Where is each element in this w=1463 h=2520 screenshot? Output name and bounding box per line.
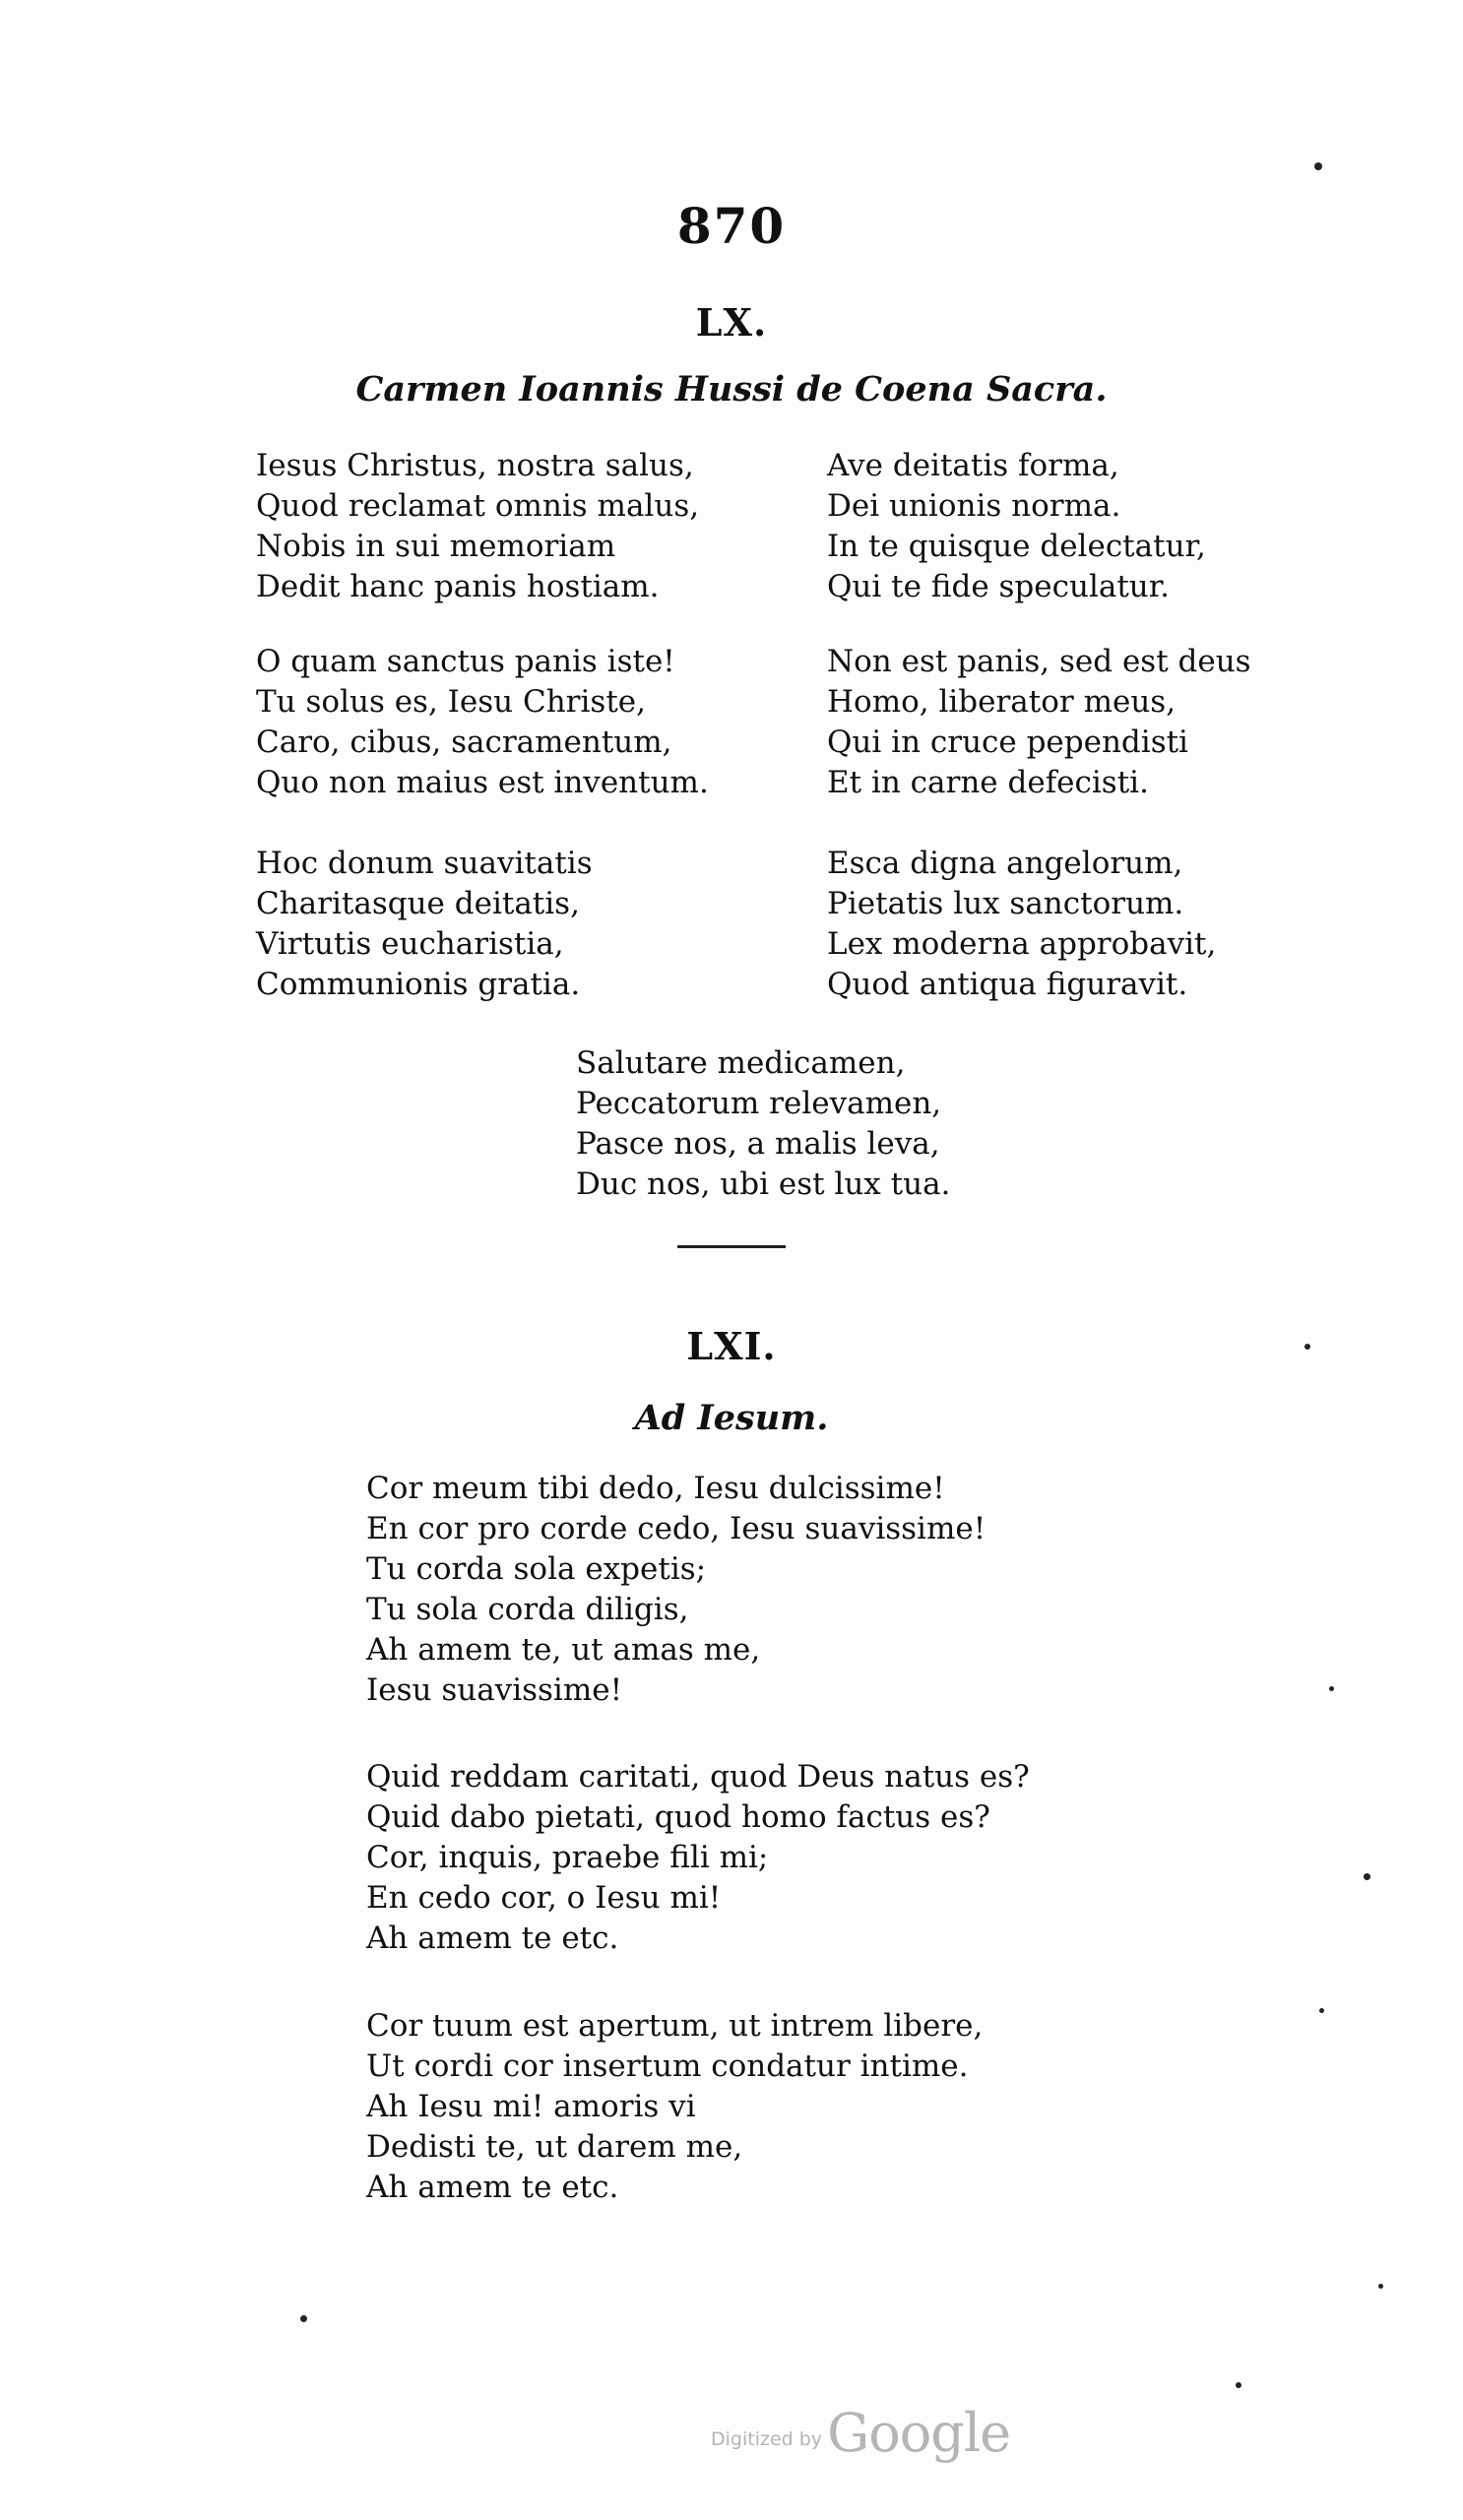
verse-line: Ah amem te etc. xyxy=(366,2170,619,2205)
google-logo: Google xyxy=(827,2402,1011,2464)
verse-line: Communionis gratia. xyxy=(256,967,581,1002)
lx-stanza-left-3 xyxy=(256,844,593,1005)
verse-line: Nobis in sui memoriam xyxy=(256,529,616,564)
verse-line: Ah amem te, ut amas me, xyxy=(366,1632,761,1668)
verse-line: Iesus Christus, nostra salus, xyxy=(256,448,694,483)
lxi-stanza-1 xyxy=(366,1469,986,1711)
verse-line: Dedit hanc panis hostiam. xyxy=(256,569,660,604)
page-number: 870 xyxy=(676,197,787,255)
verse-line: Tu sola corda diligis, xyxy=(366,1592,689,1627)
verse-line: Iesu suavissime! xyxy=(366,1672,623,1708)
verse-line: Virtutis eucharistia, xyxy=(256,926,564,962)
verse-line: Tu solus es, Iesu Christe, xyxy=(256,684,646,720)
section-lxi-number: LXI. xyxy=(686,1324,777,1368)
verse-line: Cor meum tibi dedo, Iesu dulcissime! xyxy=(366,1471,945,1506)
verse-line: Ah Iesu mi! amoris vi xyxy=(366,2089,696,2124)
digitized-watermark xyxy=(711,2402,1010,2464)
verse-line: Dei unionis norma. xyxy=(827,488,1121,524)
verse-line: Duc nos, ubi est lux tua. xyxy=(576,1166,951,1202)
scan-speck xyxy=(1319,2008,1324,2013)
section-lxi-title: Ad Iesum. xyxy=(634,1398,829,1438)
lxi-stanza-2 xyxy=(366,1757,1030,1959)
verse-line: Quod antiqua figuravit. xyxy=(827,967,1188,1002)
verse-line: Tu corda sola expetis; xyxy=(366,1551,707,1587)
lx-stanza-right-1 xyxy=(827,446,1206,607)
verse-line: In te quisque delectatur, xyxy=(827,529,1206,564)
verse-line: Ah amem te etc. xyxy=(366,1921,619,1956)
verse-line: Quid reddam caritati, quod Deus natus es? xyxy=(366,1759,1030,1795)
lx-stanza-left-2 xyxy=(256,642,709,803)
scan-speck xyxy=(1329,1686,1334,1691)
verse-line: En cedo cor, o Iesu mi! xyxy=(366,1880,722,1916)
verse-line: Ave deitatis forma, xyxy=(827,448,1119,483)
scan-speck xyxy=(1314,162,1322,170)
verse-line: O quam sanctus panis iste! xyxy=(256,644,675,679)
verse-line: Dedisti te, ut darem me, xyxy=(366,2129,743,2165)
scan-speck xyxy=(1364,1873,1370,1880)
verse-line: Lex moderna approbavit, xyxy=(827,926,1217,962)
verse-line: Non est panis, sed est deus xyxy=(827,644,1251,679)
verse-line: Charitasque deitatis, xyxy=(256,886,580,921)
lxi-stanza-3 xyxy=(366,2006,983,2208)
lx-stanza-right-2 xyxy=(827,642,1251,803)
verse-line: En cor pro corde cedo, Iesu suavissime! xyxy=(366,1511,986,1546)
verse-line: Cor, inquis, praebe fili mi; xyxy=(366,1840,769,1875)
verse-line: Esca digna angelorum, xyxy=(827,846,1183,881)
verse-line: Caro, cibus, sacramentum, xyxy=(256,724,672,760)
verse-line: Ut cordi cor insertum condatur intime. xyxy=(366,2048,969,2084)
lx-stanza-left-1 xyxy=(256,446,699,607)
scan-speck xyxy=(1304,1344,1310,1350)
verse-line: Quod reclamat omnis malus, xyxy=(256,488,700,524)
lx-stanza-right-3 xyxy=(827,844,1216,1005)
verse-line: Hoc donum suavitatis xyxy=(256,846,593,881)
section-lx-title: Carmen Ioannis Hussi de Coena Sacra. xyxy=(355,369,1108,410)
verse-line: Homo, liberator meus, xyxy=(827,684,1177,720)
verse-line: Peccatorum relevamen, xyxy=(576,1086,942,1121)
verse-line: Cor tuum est apertum, ut intrem libere, xyxy=(366,2008,984,2044)
verse-line: Salutare medicamen, xyxy=(576,1045,906,1081)
verse-line: Quo non maius est inventum. xyxy=(256,765,709,800)
scan-speck xyxy=(1378,2284,1383,2289)
lx-final-stanza xyxy=(576,1043,950,1205)
digitized-by-text: Digitized by xyxy=(711,2428,823,2450)
section-divider xyxy=(677,1245,786,1248)
verse-line: Qui te fide speculatur. xyxy=(827,569,1171,604)
verse-line: Et in carne defecisti. xyxy=(827,765,1149,800)
verse-line: Qui in cruce pependisti xyxy=(827,724,1188,760)
verse-line: Quid dabo pietati, quod homo factus es? xyxy=(366,1799,990,1835)
verse-line: Pietatis lux sanctorum. xyxy=(827,886,1184,921)
verse-line: Pasce nos, a malis leva, xyxy=(576,1126,940,1162)
scan-speck xyxy=(1236,2382,1241,2388)
scan-speck xyxy=(300,2315,307,2322)
section-lx-number: LX. xyxy=(695,300,768,345)
